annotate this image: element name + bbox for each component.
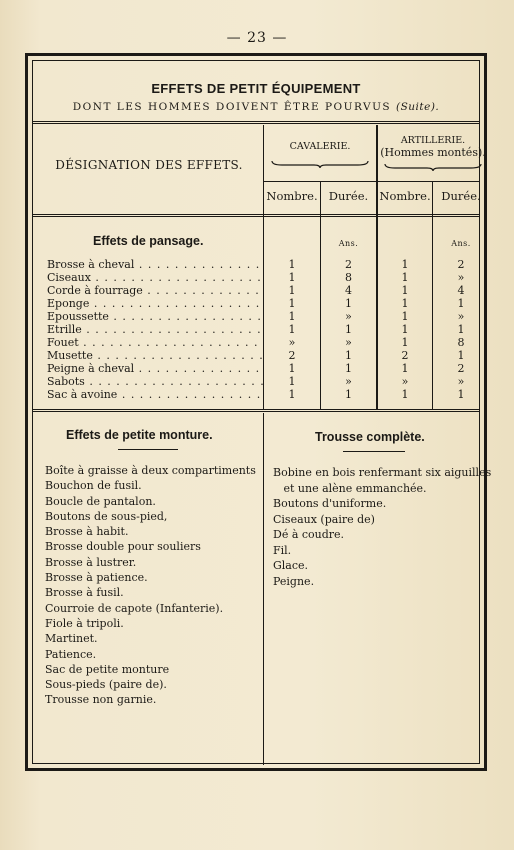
list-item: Brosse double pour souliers <box>45 540 201 554</box>
row-name: Corde à fourrage . . . <box>47 284 263 297</box>
row-name: Epoussette . . . <box>47 310 263 323</box>
art-duree: » <box>457 375 465 388</box>
art-duree: 2 <box>457 258 465 271</box>
table-row <box>33 310 479 323</box>
table-row <box>33 336 479 349</box>
header-artillerie-line1: ARTILLERIE. <box>400 135 466 146</box>
cav-duree: 4 <box>345 284 352 297</box>
cav-nombre: 2 <box>288 349 296 362</box>
art-nombre: » <box>401 375 409 388</box>
cav-duree: 1 <box>345 297 352 310</box>
cav-duree: » <box>345 336 352 349</box>
table-row <box>33 349 479 362</box>
list-item: Glace. <box>273 559 309 572</box>
column-divider <box>263 413 264 765</box>
cav-nombre: 1 <box>288 258 296 271</box>
art-duree: 8 <box>457 336 465 349</box>
cav-nombre: 1 <box>288 284 296 297</box>
subheader-separator <box>264 181 479 182</box>
table-subtitle <box>33 101 479 113</box>
art-nombre: 1 <box>401 284 409 297</box>
header-art-duree: Durée. <box>441 189 481 203</box>
list-item: Brosse à patience. <box>45 571 148 585</box>
art-nombre: 1 <box>401 310 409 323</box>
unit-ans-artillerie: Ans. <box>451 239 471 248</box>
art-nombre: 1 <box>401 297 409 310</box>
list-item: Courroie de capote (Infanterie). <box>45 601 224 615</box>
art-nombre: 1 <box>401 388 409 401</box>
art-duree: » <box>457 310 465 323</box>
table-title: EFFETS DE PETIT ÉQUIPEMENT <box>151 81 361 96</box>
trousse-list <box>273 465 491 589</box>
cav-nombre: 1 <box>288 375 296 388</box>
cav-nombre: 1 <box>288 297 296 310</box>
section-title-trousse: Trousse complète. <box>315 430 425 444</box>
list-item: Boutons de sous-pied, <box>45 509 168 523</box>
art-nombre: 2 <box>401 349 409 362</box>
list-item: Fiole à tripoli. <box>45 616 124 630</box>
header-artillerie-line2: (Hommes montés). <box>380 146 486 159</box>
art-nombre: 1 <box>401 258 409 271</box>
row-name: Brosse à cheval . . . <box>47 258 263 271</box>
art-nombre: 1 <box>401 336 409 349</box>
list-item: Ciseaux (paire de) <box>273 512 375 526</box>
art-duree: 2 <box>457 362 465 375</box>
header-cav-duree: Durée. <box>328 189 369 203</box>
list-item: et une alène emmanchée. <box>273 481 427 495</box>
row-name: Eponge . . . <box>47 297 263 310</box>
table-row <box>33 388 479 401</box>
table-row <box>33 297 479 310</box>
list-item: Fil. <box>273 543 292 557</box>
unit-ans-cavalerie: Ans. <box>338 239 359 248</box>
header-cavalerie <box>264 141 376 169</box>
section-title-pansage: Effets de pansage. <box>93 234 204 248</box>
subtitle-suite: (Suite). <box>395 101 440 113</box>
list-item: Sous-pieds (paire de). <box>45 678 167 692</box>
table-frame <box>25 53 492 771</box>
row-name: Sac à avoine . . . <box>47 388 263 401</box>
title-underline <box>118 449 178 450</box>
subtitle-main: DONT LES HOMMES DOIVENT ÊTRE POURVUS <box>72 101 392 113</box>
brace-icon <box>383 162 483 172</box>
cav-nombre: 1 <box>288 323 296 336</box>
cav-duree: » <box>345 310 352 323</box>
list-item: Trousse non garnie. <box>45 693 157 707</box>
cav-duree: 8 <box>345 271 352 284</box>
list-item: Bobine en bois renfermant six aiguilles <box>273 466 492 479</box>
cav-duree: 1 <box>345 349 352 362</box>
page-number: — 23 — <box>226 30 288 46</box>
cav-duree: 1 <box>345 362 352 375</box>
header-separator <box>33 214 479 217</box>
header-artillerie <box>377 135 489 172</box>
table-row <box>33 271 479 284</box>
list-item: Brosse à habit. <box>45 525 129 539</box>
art-nombre: 1 <box>401 362 409 375</box>
row-name: Ciseaux . . . <box>47 271 263 284</box>
cav-duree: 1 <box>345 388 352 401</box>
brace-icon <box>270 159 370 169</box>
list-item: Peigne. <box>273 574 315 588</box>
art-duree: 1 <box>457 349 465 362</box>
header-cavalerie-label: CAVALERIE. <box>289 141 351 152</box>
art-duree: » <box>457 271 465 284</box>
monture-list <box>45 463 256 708</box>
list-item: Boutons d'uniforme. <box>273 497 387 510</box>
list-item: Bouchon de fusil. <box>45 479 142 493</box>
art-duree: 1 <box>457 323 465 336</box>
list-item: Brosse à lustrer. <box>45 555 137 569</box>
cav-duree: 2 <box>345 258 352 271</box>
cav-nombre: 1 <box>288 310 296 323</box>
row-name: Etrille . . . <box>47 323 263 336</box>
header-designation: DÉSIGNATION DES EFFETS. <box>55 158 243 172</box>
title-underline <box>343 451 405 452</box>
table-row <box>33 323 479 336</box>
cav-duree: » <box>345 375 352 388</box>
header-cav-nombre: Nombre. <box>266 189 318 203</box>
art-duree: 1 <box>457 388 465 401</box>
cav-nombre: 1 <box>288 388 296 401</box>
cav-nombre: 1 <box>288 362 296 375</box>
list-item: Patience. <box>45 647 97 661</box>
table-row <box>33 375 479 388</box>
row-name: Musette . . . <box>47 349 263 362</box>
art-duree: 4 <box>457 284 465 297</box>
cav-nombre: » <box>288 336 296 349</box>
section-separator <box>33 409 479 412</box>
table-row <box>33 362 479 375</box>
title-separator <box>33 121 479 124</box>
art-nombre: 1 <box>401 323 409 336</box>
row-name: Sabots . . . <box>47 375 263 388</box>
art-nombre: 1 <box>401 271 409 284</box>
cav-nombre: 1 <box>288 271 296 284</box>
list-item: Dé à coudre. <box>273 528 345 541</box>
list-item: Martinet. <box>45 632 98 646</box>
header-art-nombre: Nombre. <box>379 189 431 203</box>
section-title-monture: Effets de petite monture. <box>66 428 213 442</box>
row-name: Fouet . . . <box>47 336 263 349</box>
row-name: Peigne à cheval . . . <box>47 362 263 375</box>
list-item: Brosse à fusil. <box>45 586 124 600</box>
art-duree: 1 <box>457 297 465 310</box>
table-row <box>33 258 479 271</box>
list-item: Boîte à graisse à deux compartiments <box>45 464 256 477</box>
list-item: Boucle de pantalon. <box>45 494 156 508</box>
table-inner-border <box>32 60 492 764</box>
table-row <box>33 284 479 297</box>
cav-duree: 1 <box>345 323 352 336</box>
list-item: Sac de petite monture <box>45 662 170 676</box>
